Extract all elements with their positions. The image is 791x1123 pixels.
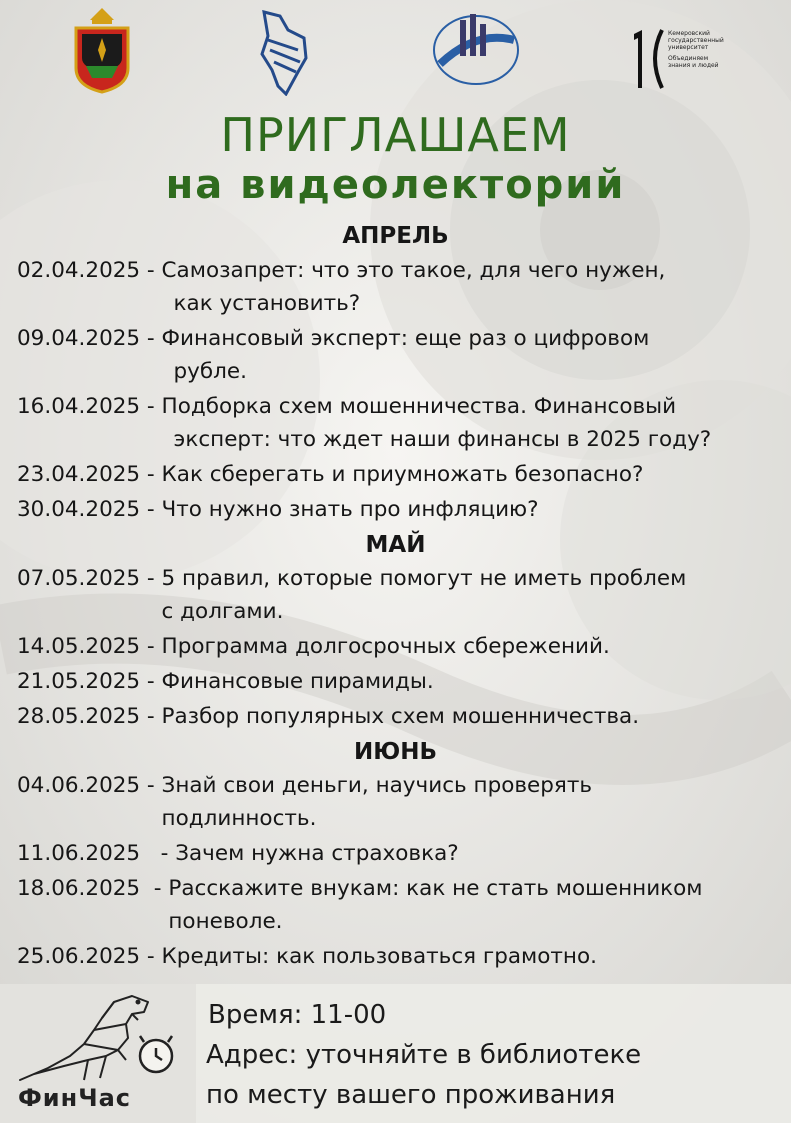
entry-topic-cont: поневоле. xyxy=(168,909,283,934)
schedule-entry xyxy=(0,458,791,491)
brand-name: ФинЧас xyxy=(18,1084,132,1112)
entry-date: 07.05.2025 - xyxy=(17,566,162,591)
entry-topic: Подборка схем мошенничества. Финансовый xyxy=(161,394,677,419)
month-heading-may: МАЙ xyxy=(365,532,426,558)
event-address-cont: по месту вашего проживания xyxy=(206,1080,616,1110)
entry-date: 30.04.2025 - xyxy=(17,497,162,522)
schedule-entry xyxy=(0,493,791,526)
entry-topic-cont: как установить? xyxy=(173,291,361,316)
entry-date: 11.06.2025 - xyxy=(17,841,176,866)
schedule-entry xyxy=(0,837,791,870)
entry-topic: 5 правил, которые помогут не иметь проблем xyxy=(161,566,687,591)
schedule-entry xyxy=(0,872,791,938)
library-logo-icon xyxy=(430,10,522,90)
kemsu-logo-icon xyxy=(632,28,666,90)
entry-topic-cont: рубле. xyxy=(173,359,247,384)
footer xyxy=(0,984,791,1123)
entry-date: 28.05.2025 - xyxy=(17,704,162,729)
schedule-entry xyxy=(0,562,791,628)
entry-date: 04.06.2025 - xyxy=(17,773,162,798)
entry-topic-cont: подлинность. xyxy=(161,806,317,831)
entry-topic-cont: эксперт: что ждет наши финансы в 2025 году? xyxy=(173,427,712,452)
entry-date: 14.05.2025 - xyxy=(17,634,162,659)
schedule-entry xyxy=(0,322,791,388)
brand-block xyxy=(0,984,196,1123)
event-address: Адрес: уточняйте в библиотеке xyxy=(206,1040,642,1070)
entry-topic: Кредиты: как пользоваться грамотно. xyxy=(161,944,597,969)
title-video-lecture: на видеолекторий xyxy=(165,162,626,208)
entry-topic: Финансовые пирамиды. xyxy=(161,669,434,694)
month-heading-april: АПРЕЛЬ xyxy=(342,223,449,249)
entry-date: 21.05.2025 - xyxy=(17,669,162,694)
schedule-entry xyxy=(0,665,791,698)
entry-date: 09.04.2025 - xyxy=(17,326,162,351)
entry-topic: Знай свои деньги, научись проверять xyxy=(161,773,593,798)
entry-topic: Разбор популярных схем мошенничества. xyxy=(161,704,640,729)
entry-date: 16.04.2025 - xyxy=(17,394,162,419)
lecture-schedule xyxy=(0,218,791,975)
coat-of-arms-icon xyxy=(72,6,132,94)
entry-topic: Как сберегать и приумножать безопасно? xyxy=(161,462,644,487)
kemsu-logo-text: Кемеровский государственный университет Объединяем знания и людей xyxy=(668,30,724,69)
entry-date: 18.06.2025 - xyxy=(17,876,169,901)
entry-date: 02.04.2025 - xyxy=(17,258,162,283)
entry-topic: Программа долгосрочных сбережений. xyxy=(161,634,610,659)
dinosaur-clock-icon xyxy=(14,990,184,1086)
entry-date: 25.06.2025 - xyxy=(17,944,162,969)
schedule-entry xyxy=(0,940,791,973)
month-heading-june: ИЮНЬ xyxy=(353,739,438,765)
schedule-entry xyxy=(0,254,791,320)
entry-topic-cont: с долгами. xyxy=(161,599,284,624)
region-map-logo-icon xyxy=(258,10,310,96)
schedule-entry xyxy=(0,390,791,456)
event-time: Время: 11-00 xyxy=(208,1000,387,1030)
schedule-entry xyxy=(0,769,791,835)
entry-date: 23.04.2025 - xyxy=(17,462,162,487)
entry-topic: Финансовый эксперт: еще раз о цифровом xyxy=(161,326,650,351)
partner-logos xyxy=(0,0,791,110)
entry-topic: Зачем нужна страховка? xyxy=(175,841,459,866)
schedule-entry xyxy=(0,700,791,733)
entry-topic: Расскажите внукам: как не стать мошенником xyxy=(168,876,703,901)
entry-topic: Что нужно знать про инфляцию? xyxy=(161,497,539,522)
entry-topic: Самозапрет: что это такое, для чего нужен, xyxy=(161,258,666,283)
schedule-entry xyxy=(0,630,791,663)
title-invite: ПРИГЛАШАЕМ xyxy=(220,108,571,162)
